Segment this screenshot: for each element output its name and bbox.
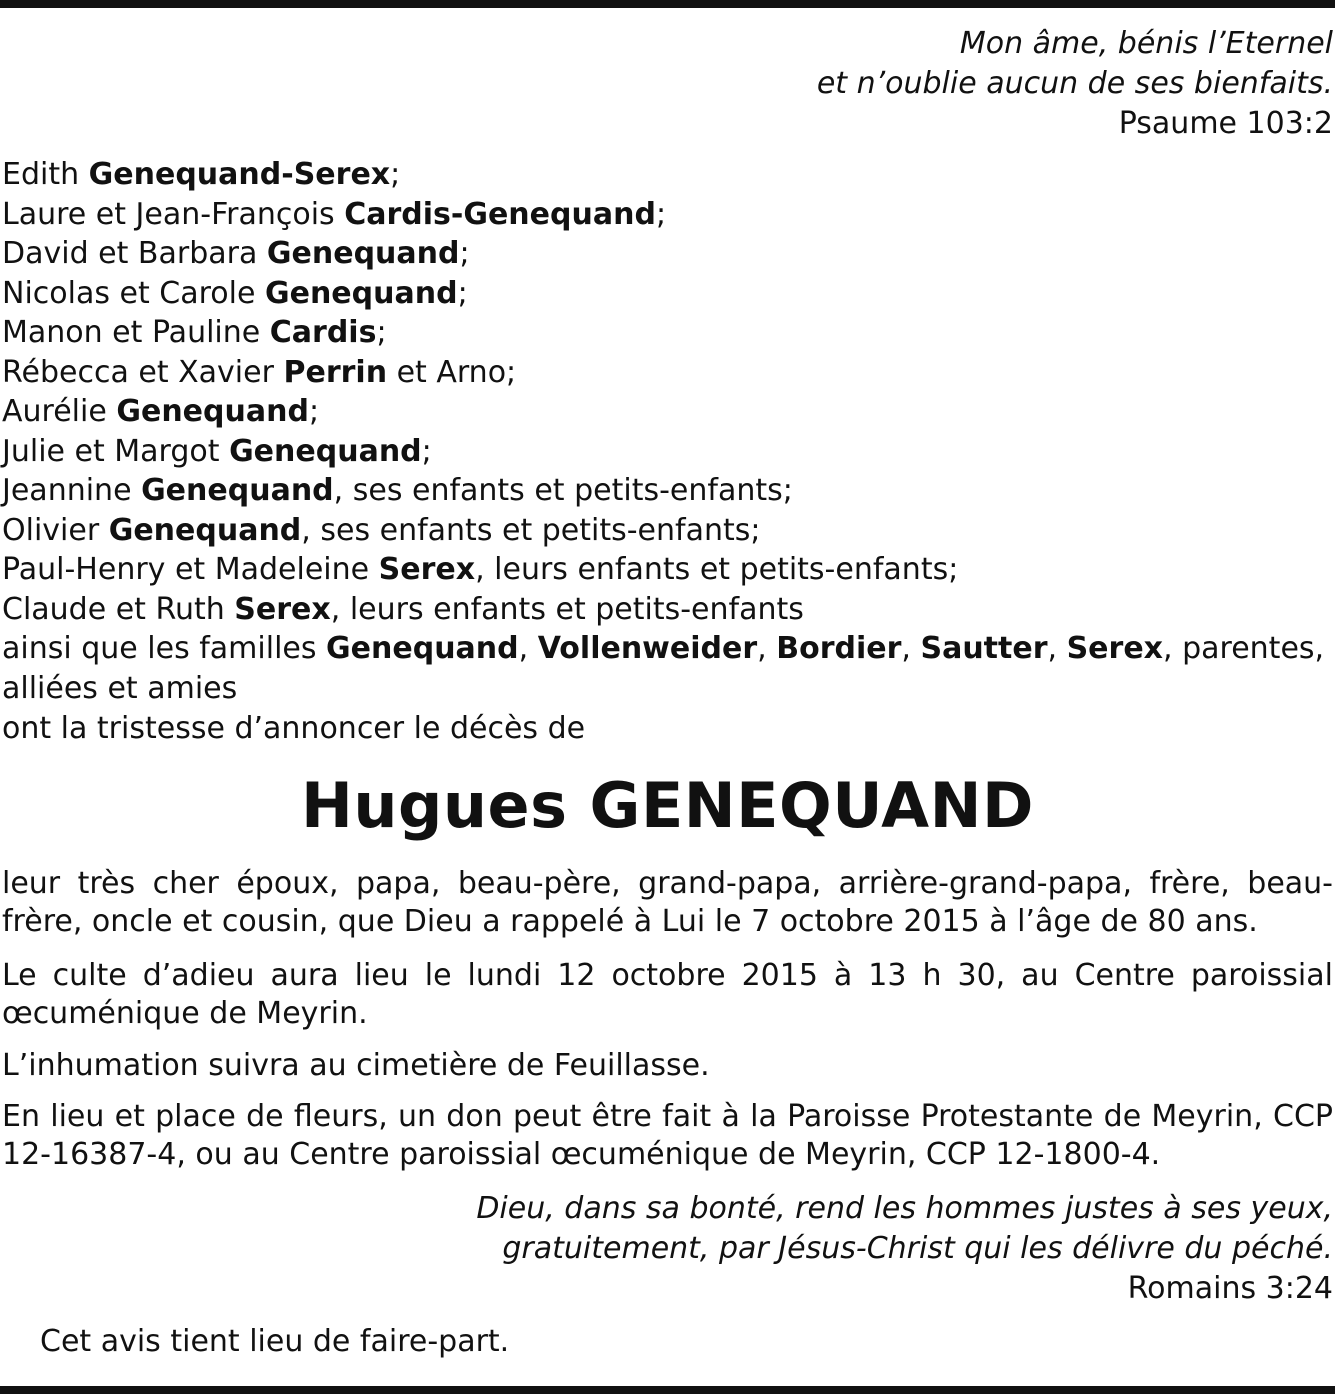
family-text: Manon et Pauline bbox=[2, 315, 270, 350]
family-line bbox=[2, 629, 1335, 708]
opening-verse-reference: Psaume 103:2 bbox=[1118, 106, 1333, 141]
family-surname: Cardis-Genequand bbox=[344, 196, 656, 232]
family-text: Rébecca et Xavier bbox=[2, 354, 284, 390]
family-text: ainsi que les familles bbox=[2, 631, 327, 666]
family-surname: Perrin bbox=[283, 354, 388, 390]
family-line bbox=[2, 471, 1335, 511]
family-surname: Genequand bbox=[326, 631, 519, 666]
family-surname: Cardis bbox=[269, 315, 377, 350]
family-text: ; bbox=[390, 157, 401, 192]
family-surname: Serex bbox=[1066, 631, 1164, 666]
family-text: , bbox=[757, 631, 777, 666]
family-line bbox=[2, 590, 1335, 630]
family-text: , leurs enfants et petits-enfants bbox=[330, 591, 804, 627]
family-surname: Genequand bbox=[116, 394, 309, 429]
family-line bbox=[2, 195, 1335, 235]
family-surname: Genequand bbox=[108, 512, 302, 548]
top-border-rule bbox=[0, 0, 1335, 8]
family-surname: Bordier bbox=[776, 631, 902, 666]
family-surname: Serex bbox=[378, 552, 476, 587]
family-text: ; bbox=[459, 236, 470, 271]
family-text: Nicolas et Carole bbox=[2, 275, 265, 311]
family-text: Jeannine bbox=[2, 473, 142, 508]
family-text: Claude et Ruth bbox=[2, 591, 235, 627]
family-text: ; bbox=[308, 394, 320, 429]
closing-verse-reference: Romains 3:24 bbox=[1127, 1271, 1333, 1306]
family-text: , parentes, alliées et amies bbox=[2, 631, 1325, 706]
family-line bbox=[2, 155, 1335, 195]
family-surname: Genequand bbox=[266, 236, 460, 271]
family-text: , bbox=[1047, 631, 1067, 666]
family-line bbox=[2, 392, 1335, 432]
closing-verse-line: Dieu, dans sa bonté, rend les hommes justes à ses yeux, bbox=[476, 1191, 1333, 1226]
family-text: ; bbox=[655, 196, 667, 232]
family-line bbox=[2, 234, 1335, 274]
family-text: Edith bbox=[2, 157, 89, 192]
donation-paragraph: En lieu et place de fleurs, un don peut être fait à la Paroisse Protestante de Meyrin, CCP 12-16387-4, ou au Centre paroissial œcuménique de Meyrin, CCP 12-1800-4. bbox=[2, 1099, 1333, 1172]
family-text: Laure et Jean-François bbox=[2, 196, 345, 232]
family-surname: Genequand-Serex bbox=[88, 157, 391, 192]
opening-verse bbox=[817, 24, 1333, 144]
family-text: , leurs enfants et petits-enfants; bbox=[475, 552, 959, 587]
family-surname: Sautter bbox=[920, 631, 1048, 666]
family-text: Paul-Henry et Madeleine bbox=[2, 552, 379, 587]
family-line bbox=[2, 550, 1335, 590]
family-surname: Genequand bbox=[264, 275, 458, 311]
family-line bbox=[2, 511, 1335, 551]
family-text: Julie et Margot bbox=[2, 433, 230, 469]
family-text: ; bbox=[421, 433, 432, 469]
service-paragraph: Le culte d’adieu aura lieu le lundi 12 octobre 2015 à 13 h 30, au Centre paroissial œcuménique de Meyrin. bbox=[2, 958, 1333, 1031]
deceased-name: Hugues GENEQUAND bbox=[300, 769, 1035, 842]
opening-verse-line: Mon âme, bénis l’Eternel bbox=[959, 26, 1333, 61]
family-text: ; bbox=[457, 275, 468, 311]
family-line bbox=[2, 274, 1335, 314]
closing-verse bbox=[476, 1189, 1333, 1309]
family-text: David et Barbara bbox=[2, 236, 267, 271]
family-surname: Genequand bbox=[141, 473, 334, 508]
family-line bbox=[2, 353, 1335, 393]
opening-verse-line: et n’oublie aucun de ses bienfaits. bbox=[816, 66, 1333, 101]
family-line bbox=[2, 432, 1335, 472]
family-list bbox=[2, 155, 1335, 708]
family-surname: Vollenweider bbox=[537, 631, 758, 666]
family-line bbox=[2, 313, 1335, 353]
announcement-intro: ont la tristesse d’annoncer le décès de bbox=[2, 711, 586, 746]
family-text: ; bbox=[376, 315, 387, 350]
closing-verse-line: gratuitement, par Jésus-Christ qui les délivre du péché. bbox=[502, 1231, 1333, 1266]
burial-paragraph: L’inhumation suivra au cimetière de Feuillasse. bbox=[2, 1048, 710, 1083]
family-text: , ses enfants et petits-enfants; bbox=[301, 512, 761, 548]
family-surname: Serex bbox=[234, 591, 331, 627]
bottom-border-rule bbox=[0, 1386, 1335, 1394]
closing-note: Cet avis tient lieu de faire-part. bbox=[40, 1324, 510, 1359]
family-text: et Arno; bbox=[387, 354, 517, 390]
family-text: Aurélie bbox=[2, 394, 117, 429]
family-text: , bbox=[901, 631, 921, 666]
family-surname: Genequand bbox=[229, 433, 422, 469]
family-text: Olivier bbox=[2, 512, 109, 548]
family-text: , ses enfants et petits-enfants; bbox=[333, 473, 793, 508]
relationship-paragraph: leur très cher époux, papa, beau-père, grand-papa, arrière-grand-papa, frère, beau-frère, oncle et cousin, que Dieu a rappelé à Lui le 7 octobre 2015 à l’âge de 80 ans. bbox=[2, 866, 1333, 939]
family-text: , bbox=[518, 631, 538, 666]
